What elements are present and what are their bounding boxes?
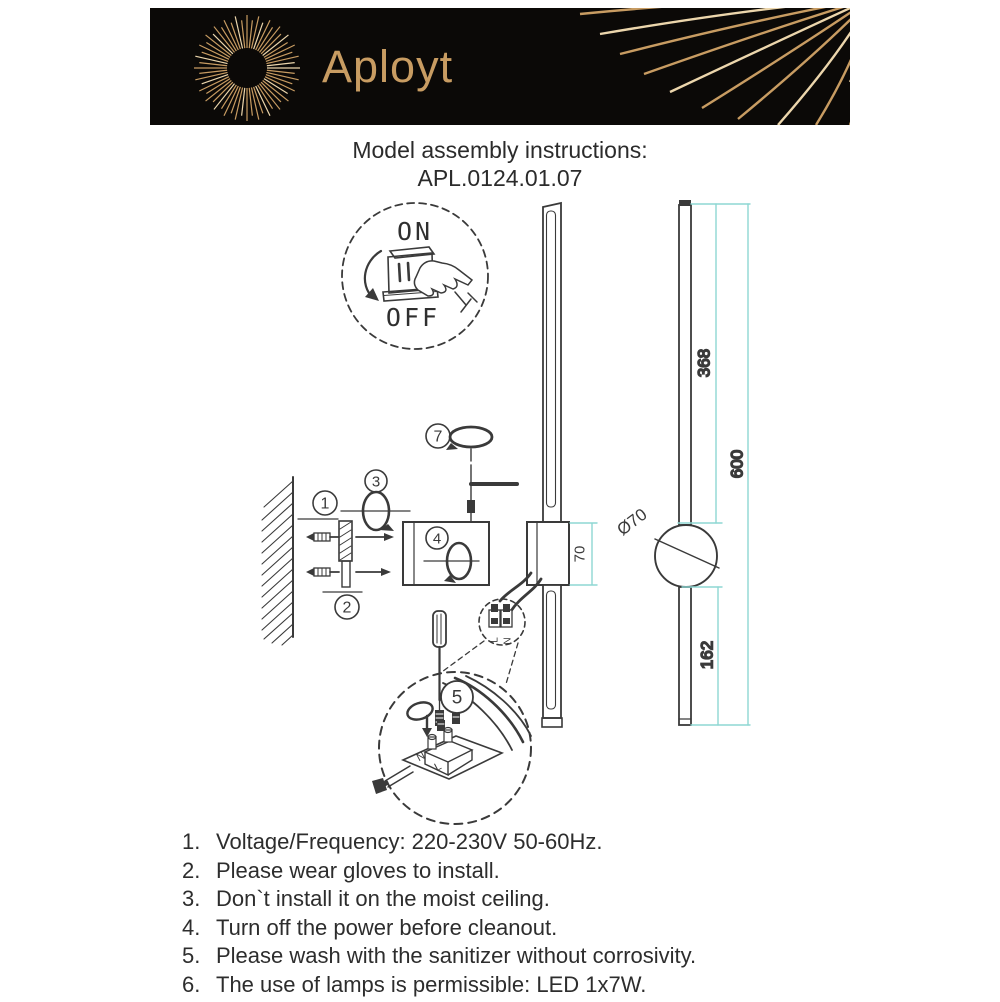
banner-art — [150, 8, 850, 125]
brand-banner — [150, 8, 850, 125]
step-1-marker — [298, 491, 338, 519]
switch-rotate-arrow-icon — [365, 251, 381, 301]
off-label: OFF — [385, 303, 441, 332]
instruction-item — [182, 831, 862, 853]
page-title — [0, 136, 1000, 192]
bracket-height-dimension — [570, 523, 597, 585]
instruction-text: Turn off the power before cleanout. — [216, 914, 558, 940]
on-label: ON — [396, 217, 434, 246]
lamp-side-view — [527, 203, 569, 727]
screw-top-icon — [306, 533, 394, 541]
title-line-2-model-code: APL.0124.01.07 — [417, 165, 583, 191]
sunburst-logo-icon — [194, 15, 300, 121]
wall-mount-disc — [655, 525, 717, 587]
instruction-text: Don`t install it on the moist ceiling. — [216, 886, 550, 911]
instruction-number: 4. — [182, 914, 201, 940]
screw-bottom-icon — [306, 568, 391, 576]
wire-n-label: N — [414, 749, 428, 765]
wall-section — [262, 477, 293, 645]
assembly-diagram — [0, 190, 1000, 840]
dim-368: 368 — [694, 348, 714, 378]
instruction-item — [182, 945, 862, 967]
wire-l-label-small: L — [489, 637, 501, 643]
instruction-number: 5. — [182, 943, 201, 968]
step-7-marker — [426, 424, 492, 450]
svg-text:2: 2 — [342, 599, 352, 617]
banner-rays-decoration — [580, 8, 850, 125]
instruction-number: 6. — [182, 971, 201, 997]
connector-cable — [467, 449, 517, 522]
instruction-item — [182, 857, 862, 883]
instruction-text: The use of lamps is permissible: LED 1x7W. — [216, 971, 647, 997]
svg-text:3: 3 — [371, 473, 381, 491]
svg-text:5: 5 — [451, 687, 463, 709]
switch-detail-circle — [342, 203, 488, 349]
svg-text:7: 7 — [433, 428, 443, 446]
instruction-text: Voltage/Frequency: 220-230V 50-60Hz. — [216, 829, 603, 854]
svg-text:1: 1 — [320, 495, 330, 513]
title-line-1: Model assembly instructions: — [352, 137, 648, 163]
step-4-driver-box — [403, 522, 489, 585]
instruction-number: 3. — [182, 886, 201, 911]
instruction-number: 1. — [182, 829, 201, 854]
svg-text:4: 4 — [432, 530, 442, 548]
instruction-item — [182, 888, 862, 910]
step-2-marker — [323, 592, 362, 619]
brand-name: Aployt — [322, 41, 454, 92]
dim-diameter: Ø70 — [613, 504, 651, 540]
dim-600: 600 — [727, 449, 747, 479]
instruction-item — [182, 914, 862, 940]
wire-n-label-small: N — [502, 637, 514, 645]
instruction-item — [182, 971, 862, 997]
instruction-text: Please wash with the sanitizer without corrosivity. — [216, 943, 697, 968]
instruction-text: Please wear gloves to install. — [216, 857, 500, 883]
instructions-list — [182, 831, 862, 1002]
instruction-number: 2. — [182, 857, 201, 883]
mounting-plate — [339, 521, 352, 587]
wall-bracket-box — [527, 522, 569, 585]
wire-l-label: L — [432, 760, 444, 774]
dim-162: 162 — [697, 640, 717, 670]
dim-70: 70 — [571, 545, 589, 563]
